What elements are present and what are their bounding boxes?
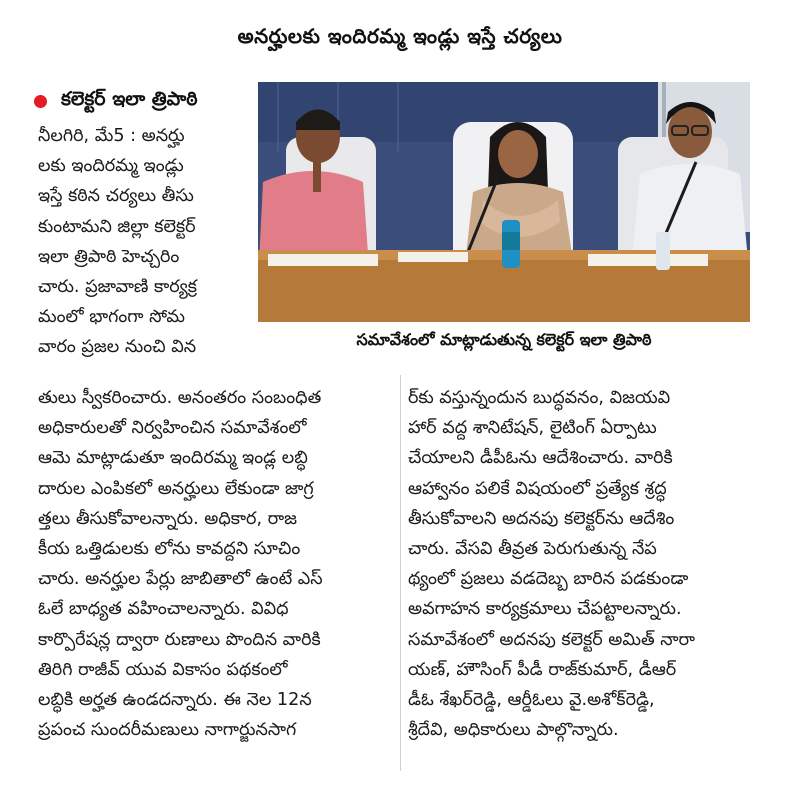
headline: అనర్హులకు ఇందిరమ్మ ఇండ్లు ఇస్తే చర్యలు: [237, 24, 563, 48]
article-line: ర్‌కు వస్తున్నందున బుద్ధవనం, విజయవి: [408, 388, 671, 408]
article-line: తిరిగి రాజీవ్ యువ వికాసం పథకంలో: [38, 659, 288, 680]
article-line: కీయ ఒత్తిడులకు లోను కావద్దని సూచిం: [38, 539, 301, 560]
article-line: మంలో భాగంగా సోమ: [38, 307, 186, 328]
article-line: నీలగిరి, మే5 : అనర్హు: [38, 126, 185, 146]
meeting-photo-illustration: [258, 82, 750, 322]
article-line: సమావేశంలో అదనపు కలెక్టర్ అమిత్ నారా: [408, 629, 696, 650]
byline: [34, 86, 198, 116]
article-line: అధికారులతో నిర్వహించిన సమావేశంలో: [38, 418, 307, 439]
article-line: యణ్, హౌసింగ్ పీడీ రాజ్‌కుమార్, డీఆర్: [408, 659, 677, 680]
article-line: కుంటామని జిల్లా కలెక్టర్: [38, 216, 196, 237]
article-line: శ్రీదేవి, అధికారులు పాల్గొన్నారు.: [408, 720, 619, 741]
article-column-2: [38, 383, 390, 745]
article-line: తులు స్వీకరించారు. అనంతరం సంబంధిత: [38, 388, 322, 408]
article-line: ఇస్తే కఠిన చర్యలు తీసు: [38, 186, 194, 207]
photo-caption: సమావేశంలో మాట్లాడుతున్న కలెక్టర్ ఇలా త్రిపాఠి: [356, 330, 652, 349]
article-line: డీఓ శేఖర్‌రెడ్డి, ఆర్డీఓలు వై.అశోక్‌రెడ్డి,: [408, 690, 655, 711]
article-line: ఇలా త్రిపాఠి హెచ్చరిం: [38, 246, 180, 267]
article-line: ఆహ్వానం పలికే విషయంలో ప్రత్యేక శ్రద్ధ: [408, 478, 667, 499]
article-line: హార్ వద్ద శానిటేషన్, లైటింగ్ ఏర్పాటు: [408, 418, 657, 439]
article-line: ఓలే బాధ్యత వహించాలన్నారు. వివిధ: [38, 599, 289, 620]
byline-text: కలెక్టర్ ఇలా త్రిపాఠి: [61, 87, 198, 110]
article-line: తీసుకోవాలని అదనపు కలెక్టర్‌ను ఆదేశిం: [408, 508, 675, 529]
article-line: చారు. వేసవి తీవ్రత పెరుగుతున్న నేప: [408, 539, 657, 560]
article-line: చేయాలని డీపీఓను ఆదేశించారు. వారికి: [408, 448, 673, 469]
article-line: అవగాహన కార్యక్రమాలు చేపట్టాలన్నారు.: [408, 599, 682, 620]
article-line: వారం ప్రజల నుంచి విన: [38, 337, 197, 358]
article-line: థ్యంలో ప్రజలు వడదెబ్బ బారిన పడకుండా: [408, 569, 689, 590]
article-line: లబ్ధికి అర్హత ఉండదన్నారు. ఈ నెల 12న: [38, 690, 312, 711]
article-line: కార్పొరేషన్ల ద్వారా రుణాలు పొందిన వారికి: [38, 629, 321, 650]
article-column-3: [408, 383, 760, 745]
article-line: ప్రపంచ సుందరీమణులు నాగార్జునసాగ: [38, 720, 297, 741]
article-line: దారుల ఎంపికలో అనర్హులు లేకుండా జాగ్ర: [38, 478, 314, 499]
article-line: లకు ఇందిరమ్మ ఇండ్లు: [38, 156, 184, 177]
article-column-1: [38, 121, 246, 363]
article-line: త్తలు తీసుకోవాలన్నారు. అధికార, రాజ: [38, 508, 297, 529]
bullet-icon: [34, 95, 47, 108]
column-divider: [400, 375, 401, 771]
article-line: చారు. అనర్హుల పేర్లు జాబితాలో ఉంటే ఎస్: [38, 569, 323, 590]
article-line: ఆమె మాట్లాడుతూ ఇందిరమ్మ ఇండ్ల లబ్ధి: [38, 448, 308, 469]
article-line: చారు. ప్రజావాణి కార్యక్ర: [38, 277, 197, 298]
meeting-photo: [258, 82, 750, 322]
